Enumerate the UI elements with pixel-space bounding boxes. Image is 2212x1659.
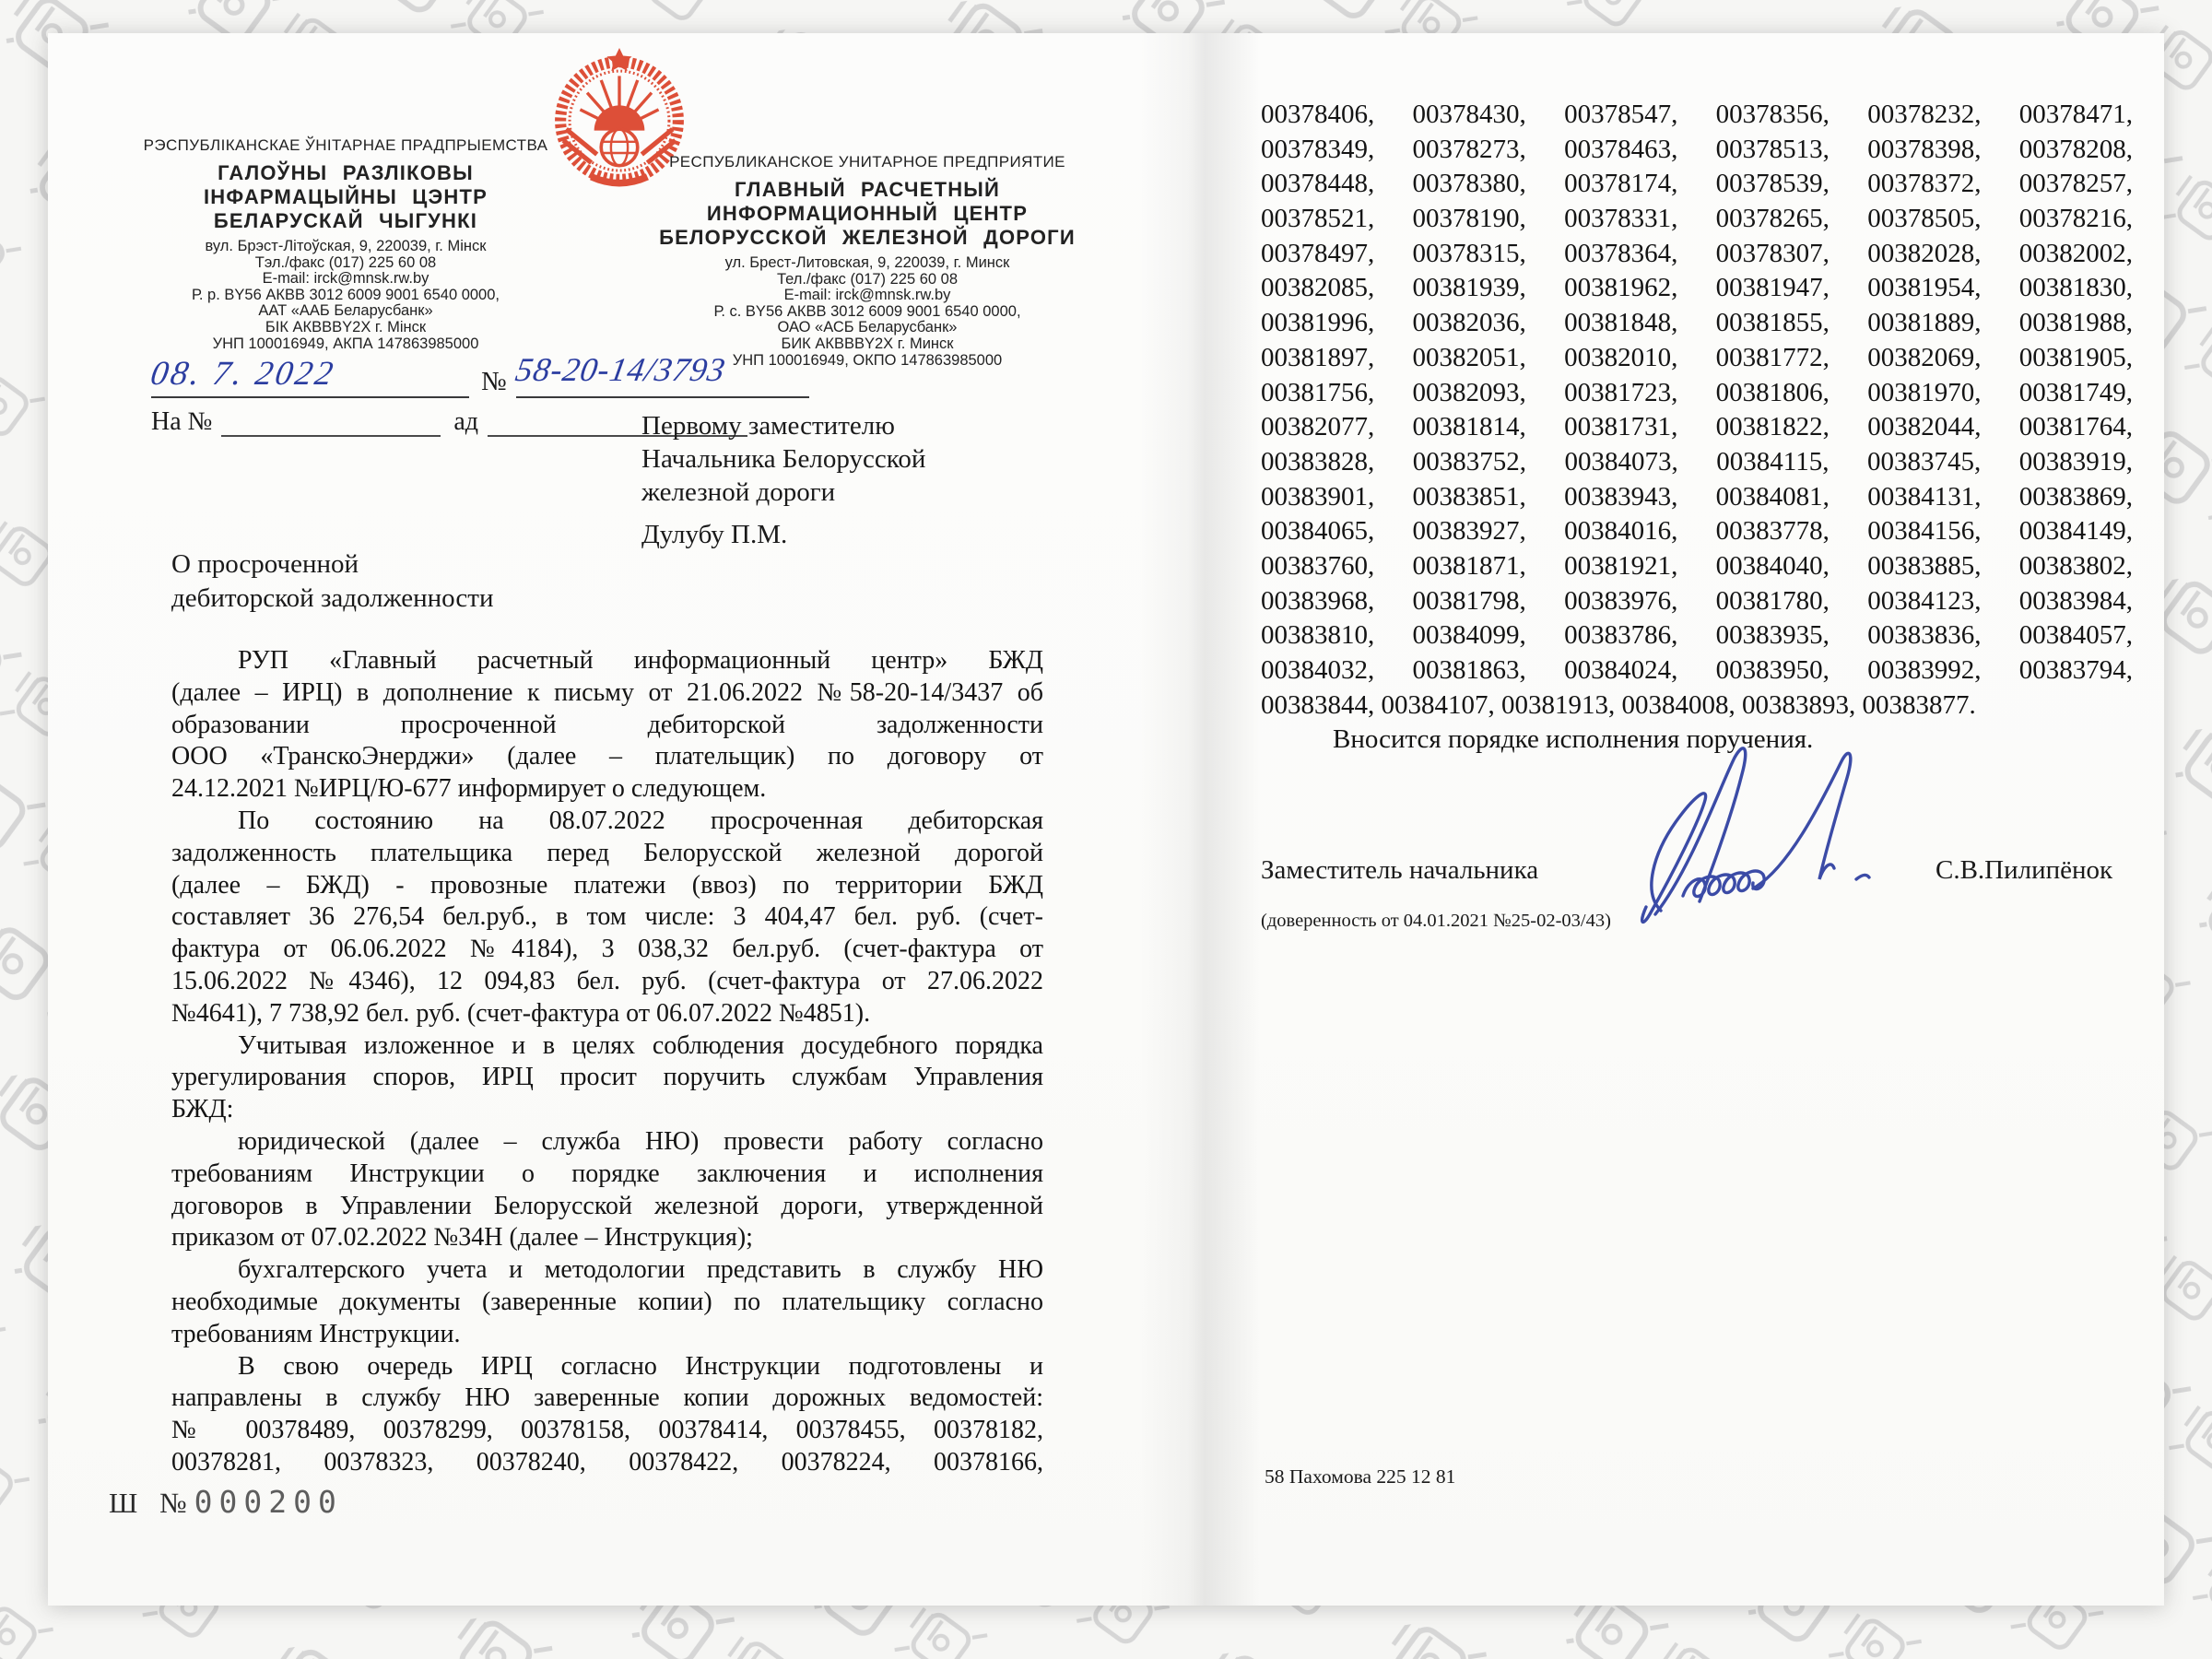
letterhead-org-line: ГЛАВНЫЙ РАСЧЕТНЫЙ <box>734 178 1001 201</box>
body-text-line: направлены в службу НЮ заверенные копии дорожных ведомостей: <box>171 1383 1043 1413</box>
body-text-line: (далее – ИРЦ) в дополнение к письму от 21.06.2022 №58-20-14/3437 об <box>171 677 1043 707</box>
body-text-line: требованиям Инструкции о порядке заключения и исполнения <box>171 1159 1043 1188</box>
letterhead-address-line: Р. с. BY56 АКВВ 3012 6009 9001 6540 0000, <box>713 302 1021 320</box>
body-text-line: составляет 36 276,54 бел.руб., в том числе: 3 404,47 бел. руб. (счет- <box>171 902 1043 932</box>
signer-title: Заместитель начальника <box>1261 855 1539 885</box>
body-text-line: №4641), 7 738,92 бел. руб. (счет-фактура от 06.07.2022 №4851). <box>171 998 871 1028</box>
letterhead-address-line: ААТ «ААБ Беларусбанк» <box>258 302 433 320</box>
letterhead-address-line: Тэл./факс (017) 225 60 08 <box>254 253 437 271</box>
letterhead-address-line: УНП 100016949, ОКПО 147863985000 <box>732 351 1003 369</box>
subject-block <box>171 547 493 616</box>
signer-name: С.В.Пилипёнок <box>1936 855 2113 885</box>
body-text-line: По состоянию на 08.07.2022 просроченная дебиторская <box>238 806 1043 835</box>
number-sign: № <box>481 367 507 396</box>
waybill-number-row: 00383844, 00384107, 00381913, 00384008, 00383893, 00383877. <box>1261 689 1976 720</box>
body-text-line: необходимые документы (заверенные копии) по плательщику согласно <box>171 1287 1043 1316</box>
power-of-attorney-note: (доверенность от 04.01.2021 №25-02-03/43) <box>1261 911 1611 931</box>
body-text-line: БЖД: <box>171 1095 234 1124</box>
waybill-number-row: Вносится порядке исполнения поручения. <box>1333 724 1814 755</box>
ad-date-label: ад <box>453 407 479 436</box>
body-text-line: ООО «ТранскоЭнерджи» (далее – плательщик) по договору от <box>171 742 1043 771</box>
body-text-line: фактура от 06.06.2022 №4184), 3 038,32 бел.руб. (счет-фактура от <box>171 935 1043 964</box>
subject-line: дебиторской задолженности <box>171 583 494 613</box>
waybill-number-row: 00378521, 00378190, 00378331, 00378265, 00378505, 00378216, <box>1261 204 2133 234</box>
registration-stamp <box>109 1484 343 1520</box>
incoming-number-blank <box>221 407 441 437</box>
letterhead-russian <box>634 153 1100 369</box>
letterhead-org-line: ГАЛОЎНЫ РАЗЛІКОВЫ <box>218 161 474 184</box>
waybill-number-row: 00382085, 00381939, 00381962, 00381947, 00381954, 00381830, <box>1261 273 2133 303</box>
waybill-number-row: 00383810, 00384099, 00383786, 00383935, 00383836, 00384057, <box>1261 620 2133 651</box>
letterhead-belarusian <box>85 136 606 352</box>
outgoing-date-handwritten: 08. 7. 2022 <box>151 354 469 398</box>
body-text-line: РУП «Главный расчетный информационный центр» БЖД <box>238 646 1043 675</box>
waybill-number-row: 00382077, 00381814, 00381731, 00381822, 00382044, 00381764, <box>1261 412 2133 442</box>
document-sheet <box>48 33 2164 1606</box>
waybill-number-row: 00378448, 00378380, 00378174, 00378539, 00378372, 00378257, <box>1261 169 2133 199</box>
letterhead-type-line: РЕСПУБЛИКАНСКОЕ УНИТАРНОЕ ПРЕДПРИЯТИЕ <box>669 153 1065 171</box>
body-text-line: договоров в Управлении Белорусской железной дороги, утвержденной <box>171 1191 1043 1220</box>
addressee-line: Начальника Белорусской <box>641 444 926 474</box>
waybill-number-row: 00381756, 00382093, 00381723, 00381806, 00381970, 00381749, <box>1261 377 2133 407</box>
waybill-number-row: 00383968, 00381798, 00383976, 00381780, 00384123, 00383984, <box>1261 585 2133 616</box>
body-text-line: урегулирования споров, ИРЦ просит поручить службам Управления <box>171 1063 1043 1092</box>
waybill-number-row: 00378406, 00378430, 00378547, 00378356, 00378232, 00378471, <box>1261 100 2133 129</box>
body-text-line: № 00378489, 00378299, 00378158, 00378414, 00378455, 00378182, <box>171 1416 1043 1445</box>
letterhead-address-line: E-mail: irck@mnsk.rw.by <box>783 287 951 304</box>
stamp-digits: 000200 <box>194 1484 343 1520</box>
body-text-line: 15.06.2022 №4346), 12 094,83 бел. руб. (счет-фактура от 27.06.2022 <box>171 966 1043 995</box>
waybill-number-row: 00378349, 00378273, 00378463, 00378513, 00378398, 00378208, <box>1261 134 2133 164</box>
letterhead-org-name <box>634 178 1100 250</box>
letterhead-org-line: ІНФАРМАЦЫЙНЫ ЦЭНТР <box>204 185 488 208</box>
letterhead-address-line: УНП 100016949, АКПА 147863985000 <box>212 335 479 352</box>
letterhead-address-line: БІК АКВВВY2X г. Мінск <box>265 318 427 335</box>
body-text-line: юридической (далее – служба НЮ) провести работу согласно <box>238 1126 1043 1156</box>
body-text-line: требованиям Инструкции. <box>171 1319 461 1348</box>
page-fold-shadow <box>1140 33 1260 1606</box>
letterhead-address <box>85 239 606 352</box>
letterhead-address-line: ул. Брест-Литовская, 9, 220039, г. Минск <box>724 254 1010 271</box>
letterhead-org-line: ИНФОРМАЦИОННЫЙ ЦЕНТР <box>706 202 1029 225</box>
waybill-number-row: 00378497, 00378315, 00378364, 00378307, 00382028, 00382002, <box>1261 238 2133 268</box>
waybill-number-row: 00383760, 00381871, 00381921, 00384040, 00383885, 00383802, <box>1261 550 2133 581</box>
outgoing-number-handwritten: 58-20-14/3793 <box>516 350 809 398</box>
letterhead-address-line: Тел./факс (017) 225 60 08 <box>776 270 959 288</box>
addressee-name: Дулубу П.М. <box>641 520 788 549</box>
letterhead-address-line: вул. Брэст-Літоўская, 9, 220039, г. Мінск <box>205 238 487 254</box>
stamp-number-sign: № <box>159 1487 187 1519</box>
body-text-line: (далее – БЖД) - провозные платежи (ввоз) по территории БЖД <box>171 870 1043 900</box>
waybill-number-row: 00381996, 00382036, 00381848, 00381855, 00381889, 00381988, <box>1261 308 2133 338</box>
letterhead-org-line: БЕЛАРУСКАЙ ЧЫГУНКІ <box>213 209 478 232</box>
body-text-line: В свою очередь ИРЦ согласно Инструкции подготовлены и <box>238 1351 1043 1381</box>
letterhead-type-line: РЭСПУБЛІКАНСКАЕ ЎНІТАРНАЕ ПРАДПРЫЕМСТВА <box>143 136 548 154</box>
letterhead-address-line: ОАО «АСБ Беларусбанк» <box>777 319 958 336</box>
letterhead-org-line: БЕЛОРУССКОЙ ЖЕЛЕЗНОЙ ДОРОГИ <box>659 226 1076 249</box>
letterhead-address-line: Р. р. BY56 АКВВ 3012 6009 9001 6540 0000, <box>191 286 500 303</box>
letter-body <box>171 645 1043 1479</box>
letterhead-address-line: E-mail: irck@mnsk.rw.by <box>262 270 429 288</box>
body-text-line: приказом от 07.02.2022 №34Н (далее – Инструкция); <box>171 1223 753 1253</box>
waybill-number-row: 00381897, 00382051, 00382010, 00381772, 00382069, 00381905, <box>1261 342 2133 372</box>
body-text-line: 00378281, 00378323, 00378240, 00378422, 00378224, 00378166, <box>171 1447 1043 1477</box>
letterhead-org-name <box>85 161 606 233</box>
body-text-line: образовании просроченной дебиторской задолженности <box>171 710 1043 739</box>
na-number-label: На № <box>151 407 213 436</box>
executor-contact-footer: 58 Пахомова 225 12 81 <box>1265 1465 1456 1488</box>
subject-line: О просроченной <box>171 549 359 579</box>
waybill-number-list <box>1261 98 2133 758</box>
addressee-line: железной дороги <box>641 477 836 507</box>
letterhead-address-line: БИК АКВВВY2X г. Минск <box>781 335 954 352</box>
addressee-lines <box>641 409 925 509</box>
waybill-number-row: 00384065, 00383927, 00384016, 00383778, 00384156, 00384149, <box>1261 516 2133 547</box>
body-text-line: бухгалтерского учета и методологии представить в службу НЮ <box>238 1255 1043 1285</box>
addressee-line: Первому заместителю <box>641 411 895 441</box>
signature-autograph <box>1606 730 1928 951</box>
addressee-block <box>641 409 925 551</box>
body-text-line: Учитывая изложенное и в целях соблюдения досудебного порядка <box>238 1030 1043 1060</box>
waybill-number-row: 00383901, 00383851, 00383943, 00384081, 00384131, 00383869, <box>1261 481 2133 512</box>
body-text-line: задолженность плательщика перед Белорусской железной дорогой <box>171 838 1043 867</box>
body-text-line: 24.12.2021 №ИРЦ/Ю-677 информирует о следующем. <box>171 774 767 804</box>
waybill-number-row: 00383828, 00383752, 00384073, 00384115, 00383745, 00383919, <box>1261 446 2133 477</box>
stamp-letter: Ш <box>109 1487 138 1519</box>
waybill-number-row: 00384032, 00381863, 00384024, 00383950, 00383992, 00383794, <box>1261 655 2133 685</box>
